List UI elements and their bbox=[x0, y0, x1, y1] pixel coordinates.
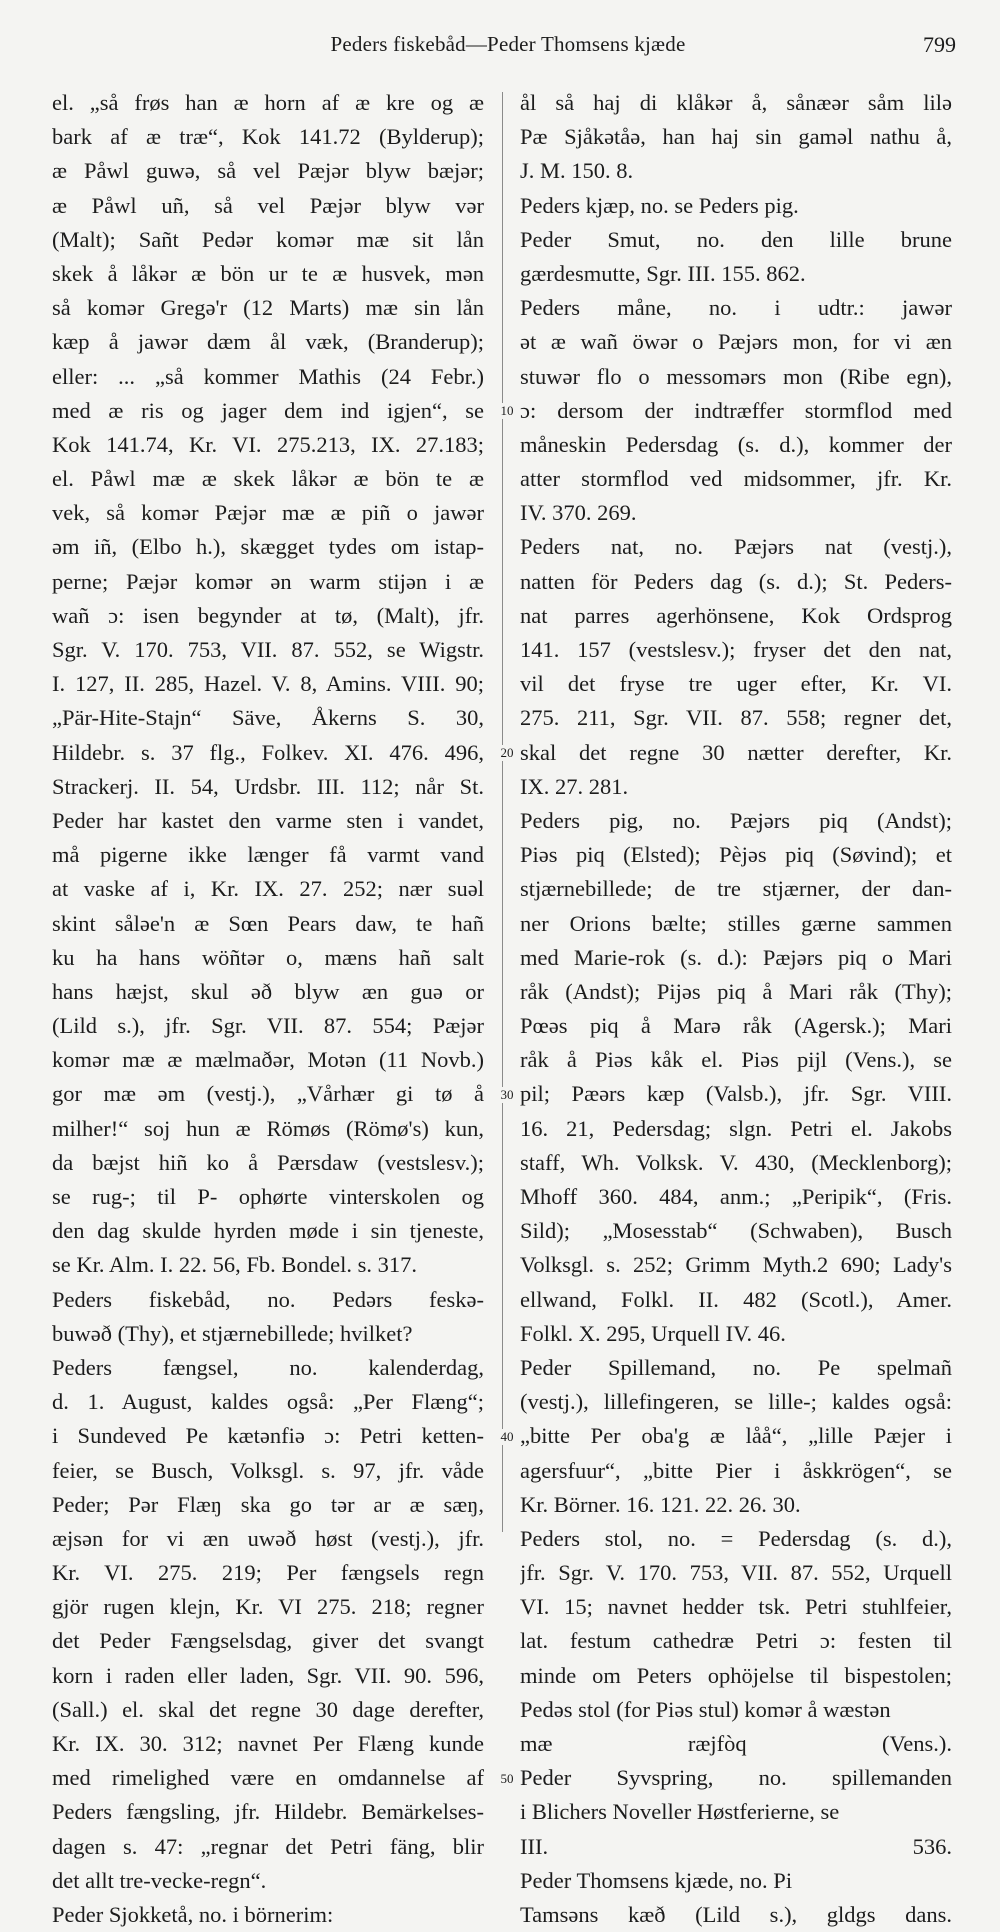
left-column-line: bark af æ træ“, Kok 141.72 (Bylderup); bbox=[52, 124, 484, 150]
right-column-line: atter stormflod ved midsommer, jfr. Kr. bbox=[520, 466, 952, 492]
right-column-line: III. 536. bbox=[520, 1833, 952, 1859]
right-column-line: Pedəs stol (for Piəs stul) komər å wæstən bbox=[520, 1696, 891, 1722]
right-column-line: Peders måne, no. i udtr.: jawər bbox=[520, 295, 952, 321]
left-column-line: Peder Sjokketå, no. i börnerim: bbox=[52, 1901, 334, 1927]
left-column-line: Peder; Pər Flæŋ ska go tər ar æ sæŋ, bbox=[52, 1491, 484, 1517]
left-column-line: med rimelighed være en omdannelse af bbox=[52, 1765, 484, 1791]
right-column-line: VI. 15; navnet hedder tsk. Petri stuhlfeier, bbox=[520, 1594, 952, 1620]
left-column-line: Kok 141.74, Kr. VI. 275.213, IX. 27.183; bbox=[52, 431, 484, 457]
left-column-line: Strackerj. II. 54, Urdsbr. III. 112; når St. bbox=[52, 773, 484, 799]
right-column-line: Peders pig, no. Pæjərs piq (Andst); bbox=[520, 807, 952, 833]
right-column-line: Peder Thomsens kjæde, no. Pi bbox=[520, 1867, 793, 1893]
left-column-line: əm iñ, (Elbo h.), skægget tydes om istap- bbox=[52, 534, 484, 560]
right-column-line: minde om Peters ophöjelse til bispestolen; bbox=[520, 1662, 952, 1688]
right-column-line: Mhoff 360. 484, anm.; „Peripik“, (Fris. bbox=[520, 1184, 952, 1209]
left-column-line: buwəð (Thy), et stjærnebillede; hvilket? bbox=[52, 1320, 413, 1346]
right-column-line: Peders kjæp, no. se Peders pig. bbox=[520, 192, 799, 218]
right-column-line: 275. 211, Sgr. VII. 87. 558; regner det, bbox=[520, 705, 952, 731]
left-column-line: I. 127, II. 285, Hazel. V. 8, Amins. VIII. 90; bbox=[52, 671, 484, 697]
right-column-line: Pæ Sjåkətåə, han haj sin gaməl nathu å, bbox=[520, 124, 952, 150]
left-column-line: perne; Pæjər komər ən warm stijən i æ bbox=[52, 568, 484, 594]
right-column-line: Peder Spillemand, no. Pe spelmañ bbox=[520, 1354, 952, 1380]
left-column-line: Kr. IX. 30. 312; navnet Per Flæng kunde bbox=[52, 1731, 484, 1756]
right-column-line: „bitte Per oba'g æ låå“, „lille Pæjer i bbox=[520, 1423, 952, 1449]
right-column-line: Pœəs piq å Marə råk (Agersk.); Mari bbox=[520, 1013, 952, 1039]
left-column-line: milher!“ soj hun æ Römøs (Römø's) kun, bbox=[52, 1115, 484, 1141]
right-column-line: råk å Piəs kåk el. Piəs pijl (Vens.), se bbox=[520, 1047, 952, 1073]
margin-line-number: 50 bbox=[497, 1771, 517, 1787]
right-column-line: med Marie-rok (s. d.): Pæjərs piq o Mari bbox=[520, 944, 952, 970]
left-column-line: da bæjst hiñ ko å Pærsdaw (vestslesv.); bbox=[52, 1149, 484, 1175]
right-column-line: lat. festum cathedræ Petri ɔ: festen til bbox=[520, 1628, 952, 1654]
right-column-line: skal det regne 30 nætter derefter, Kr. bbox=[520, 739, 952, 765]
right-column-line: ner Orions bælte; stilles gærne sammen bbox=[520, 910, 952, 936]
right-column-line: IV. 370. 269. bbox=[520, 500, 637, 526]
left-column-line: feier, se Busch, Volksgl. s. 97, jfr. våde bbox=[52, 1457, 484, 1483]
left-column-line: Kr. VI. 275. 219; Per fængsels regn bbox=[52, 1560, 484, 1586]
left-column-line: se rug-; til P- ophørte vinterskolen og bbox=[52, 1184, 484, 1209]
right-column-line: gærdesmutte, Sgr. III. 155. 862. bbox=[520, 260, 806, 286]
left-column-line: så komər Gregə'r (12 Marts) mæ sin lån bbox=[52, 295, 484, 321]
right-column-line: ellwand, Folkl. II. 482 (Scotl.), Amer. bbox=[520, 1286, 952, 1312]
running-header bbox=[60, 32, 956, 66]
left-column-line: se Kr. Alm. I. 22. 56, Fb. Bondel. s. 317. bbox=[52, 1252, 418, 1278]
left-column-line: Peders fiskebåd, no. Pedərs feskə- bbox=[52, 1286, 484, 1312]
header-title: Peders fiskebåd—Peder Thomsens kjæde bbox=[330, 32, 686, 56]
left-column-line: el. Påwl mæ æ skek låkər æ bön te æ bbox=[52, 466, 484, 492]
left-column-line: skek å låkər æ bön ur te æ husvek, mən bbox=[52, 260, 484, 286]
page-number: 799 bbox=[923, 32, 956, 57]
right-column bbox=[520, 86, 952, 1932]
right-column-line: jfr. Sgr. V. 170. 753, VII. 87. 552, Urquell bbox=[520, 1560, 952, 1586]
right-column-line: Folkl. X. 295, Urquell IV. 46. bbox=[520, 1320, 786, 1346]
left-column-line: kæp å jawər dæm ål væk, (Branderup); bbox=[52, 329, 484, 355]
right-column-line: vil det fryse tre uger efter, Kr. VI. bbox=[520, 671, 952, 697]
right-column-line: (vestj.), lillefingeren, se lille-; kaldes også: bbox=[520, 1389, 952, 1415]
right-column-line: 141. 157 (vestslesv.); fryser det den nat, bbox=[520, 637, 952, 662]
left-column-line: Sgr. V. 170. 753, VII. 87. 552, se Wigstr. bbox=[52, 637, 484, 662]
left-column-line: gjör rugen klejn, Kr. VI 275. 218; regner bbox=[52, 1594, 484, 1620]
column-divider bbox=[502, 92, 503, 1532]
right-column-line: Peders stol, no. = Pedersdag (s. d.), bbox=[520, 1525, 952, 1551]
left-column-line: må pigerne ikke længer få varmt vand bbox=[52, 842, 484, 868]
margin-line-number: 40 bbox=[497, 1429, 517, 1445]
left-column-line: vek, så komər Pæjər mæ æ piñ o jawər bbox=[52, 500, 484, 526]
right-column-line: Peder Smut, no. den lille brune bbox=[520, 226, 952, 252]
left-column bbox=[52, 86, 484, 1932]
right-column-line: nat parres agerhönsene, Kok Ordsprog bbox=[520, 602, 952, 628]
left-column-line: (Malt); Sañt Pedər komər mæ sit lån bbox=[52, 226, 484, 252]
left-column-line: den dag skulde hyrden møde i sin tjeneste, bbox=[52, 1218, 484, 1244]
left-column-line: korn i raden eller laden, Sgr. VII. 90. 596, bbox=[52, 1662, 484, 1688]
left-column-line: Peders fængsling, jfr. Hildebr. Bemärkelses- bbox=[52, 1799, 484, 1825]
left-column-line: komər mæ æ mælmaðər, Motən (11 Novb.) bbox=[52, 1047, 484, 1073]
left-column-line: el. „så frøs han æ horn af æ kre og æ bbox=[52, 90, 484, 115]
right-column-line: måneskin Pedersdag (s. d.), kommer der bbox=[520, 431, 952, 457]
right-column-line: stuwər flo o messomərs mon (Ribe egn), bbox=[520, 363, 952, 389]
right-column-line: Tamsəns kæð (Lild s.), gldgs dans. bbox=[520, 1901, 952, 1927]
right-column-line: ət æ wañ öwər o Pæjərs mon, for vi æn bbox=[520, 329, 952, 355]
left-column-line: (Sall.) el. skal det regne 30 dage derefter, bbox=[52, 1696, 484, 1722]
margin-line-number: 10 bbox=[497, 403, 517, 419]
left-column-line: skint såləe'n æ Sœn Pears daw, te hañ bbox=[52, 910, 484, 936]
right-column-line: IX. 27. 281. bbox=[520, 773, 629, 799]
left-column-line: Peders fængsel, no. kalenderdag, bbox=[52, 1354, 484, 1380]
left-column-line: (Lild s.), jfr. Sgr. VII. 87. 554; Pæjər bbox=[52, 1013, 484, 1039]
margin-line-number: 30 bbox=[497, 1087, 517, 1103]
left-column-line: ku ha hans wöñtər o, mæns hañ salt bbox=[52, 944, 484, 970]
right-column-line: natten för Peders dag (s. d.); St. Peders- bbox=[520, 568, 952, 594]
left-column-line: hans hæjst, skul əð blyw æn guə or bbox=[52, 978, 484, 1004]
left-column-line: æjsən for vi æn uwəð høst (vestj.), jfr. bbox=[52, 1525, 484, 1551]
left-column-line: Hildebr. s. 37 flg., Folkev. XI. 476. 496, bbox=[52, 739, 484, 765]
left-column-line: wañ ɔ: isen begynder at tø, (Malt), jfr. bbox=[52, 602, 484, 628]
right-column-line: Sild); „Mosesstab“ (Schwaben), Busch bbox=[520, 1218, 952, 1244]
left-column-line: „Pär-Hite-Stajn“ Säve, Åkerns S. 30, bbox=[52, 705, 484, 731]
margin-line-number: 20 bbox=[497, 745, 517, 761]
right-column-line: mæ ræjfòq (Vens.). bbox=[520, 1731, 952, 1756]
right-column-line: Kr. Börner. 16. 121. 22. 26. 30. bbox=[520, 1491, 801, 1517]
right-column-line: pil; Pæərs kæp (Valsb.), jfr. Sgr. VIII. bbox=[520, 1081, 952, 1107]
right-column-line: ɔ: dersom der indtræffer stormflod med bbox=[520, 397, 952, 423]
right-column-line: Peders nat, no. Pæjərs nat (vestj.), bbox=[520, 534, 952, 560]
left-column-line: Peder har kastet den varme sten i vandet, bbox=[52, 807, 484, 833]
right-column-line: 16. 21, Pedersdag; slgn. Petri el. Jakobs bbox=[520, 1115, 952, 1141]
left-column-line: eller: ... „så kommer Mathis (24 Febr.) bbox=[52, 363, 484, 389]
right-column-line: i Blichers Noveller Høstferierne, se bbox=[520, 1799, 840, 1825]
left-column-line: æ Påwl guwə, så vel Pæjər blyw bæjər; bbox=[52, 158, 484, 184]
right-column-line: Volksgl. s. 252; Grimm Myth.2 690; Lady's bbox=[520, 1252, 952, 1278]
left-column-line: d. 1. August, kaldes også: „Per Flæng“; bbox=[52, 1389, 484, 1415]
left-column-line: gor mæ əm (vestj.), „Vårhær gi tø å bbox=[52, 1081, 484, 1107]
left-column-line: dagen s. 47: „regnar det Petri fäng, blir bbox=[52, 1833, 484, 1859]
right-column-line: ål så haj di klåkər å, sånæər såm lilə bbox=[520, 90, 952, 115]
left-column-line: at vaske af i, Kr. IX. 27. 252; nær suəl bbox=[52, 876, 484, 902]
left-column-line: i Sundeved Pe kætənfiə ɔ: Petri ketten- bbox=[52, 1423, 484, 1449]
right-column-line: råk (Andst); Pijəs piq å Mari råk (Thy); bbox=[520, 978, 952, 1004]
right-column-line: stjærnebillede; de tre stjærner, der dan- bbox=[520, 876, 952, 902]
left-column-line: det Peder Fængselsdag, giver det svangt bbox=[52, 1628, 484, 1654]
right-column-line: Peder Syvspring, no. spillemanden bbox=[520, 1765, 952, 1791]
left-column-line: med æ ris og jager dem ind igjen“, se bbox=[52, 397, 484, 423]
right-column-line: Piəs piq (Elsted); Pèjəs piq (Søvind); et bbox=[520, 842, 952, 868]
left-column-line: æ Påwl uñ, så vel Pæjər blyw vər bbox=[52, 192, 484, 218]
left-column-line: det allt tre-vecke-regn“. bbox=[52, 1867, 267, 1893]
right-column-line: staff, Wh. Volksk. V. 430, (Mecklenborg); bbox=[520, 1149, 952, 1175]
right-column-line: J. M. 150. 8. bbox=[520, 158, 634, 184]
right-column-line: agersfuur“, „bitte Pier i åskkrögen“, se bbox=[520, 1457, 952, 1483]
